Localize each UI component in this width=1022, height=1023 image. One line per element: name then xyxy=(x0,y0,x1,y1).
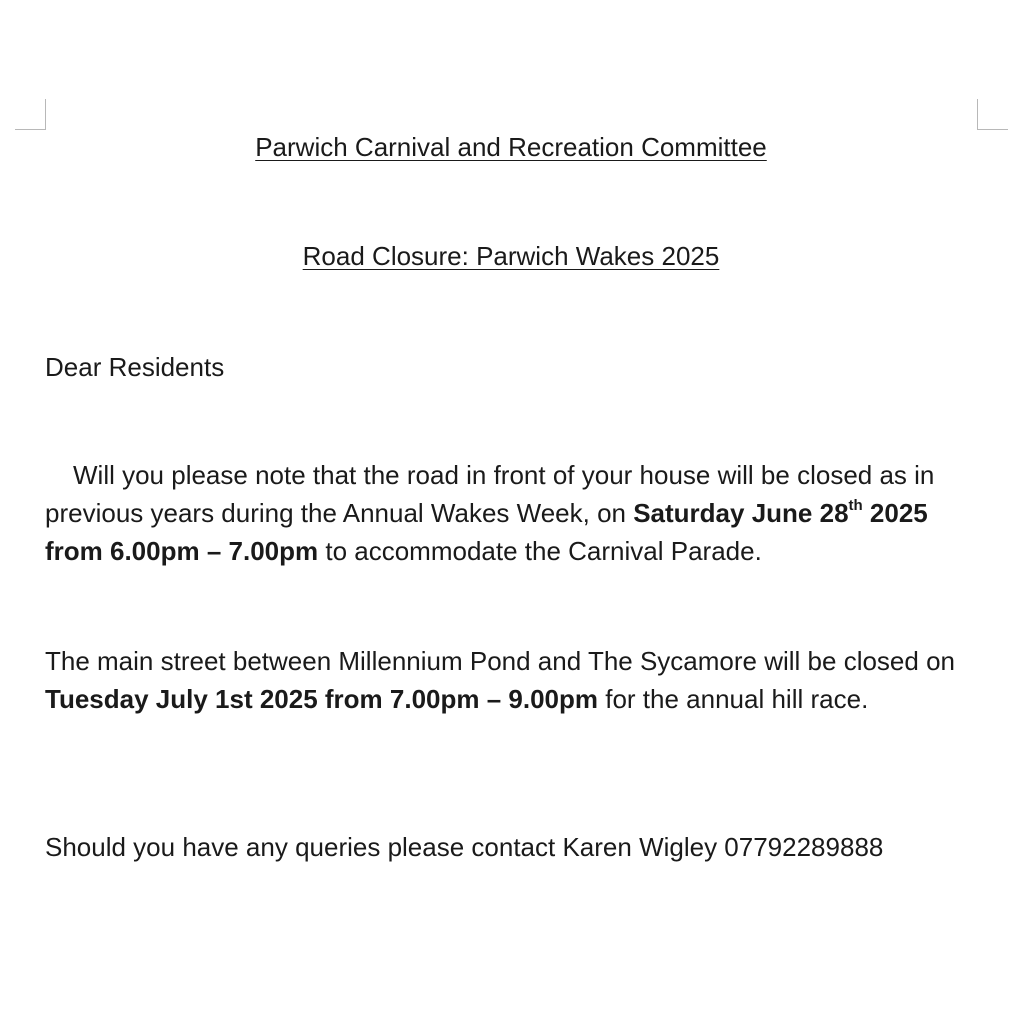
paragraph-2-text-a: The main street between Millennium Pond and The Sycamore will be closed on xyxy=(45,646,955,676)
paragraph-1-text-b: to accommodate the Carnival Parade. xyxy=(318,536,762,566)
paragraph-tuesday-closure xyxy=(45,642,985,718)
committee-heading: Parwich Carnival and Recreation Committee xyxy=(255,132,767,162)
greeting: Dear Residents xyxy=(45,352,225,382)
subject-heading: Road Closure: Parwich Wakes 2025 xyxy=(302,241,720,271)
paragraph-1-text-a: Will you please note that the road in front of your house will be closed as in previous years during the Annual Wakes Week, on xyxy=(45,460,935,528)
paragraph-2-text-b: for the annual hill race. xyxy=(598,684,869,714)
paragraph-1-bold-a: Saturday June 28 xyxy=(633,498,849,528)
page-corner-mark-left xyxy=(15,99,46,130)
paragraph-2-bold: Tuesday July 1st 2025 from 7.00pm – 9.00pm xyxy=(45,684,599,714)
page-corner-mark-right xyxy=(977,99,1008,130)
paragraph-1-bold-b: 2025 from 6.00pm – 7.00pm xyxy=(45,498,928,566)
paragraph-1-ordinal-suffix: th xyxy=(848,497,863,514)
paragraph-saturday-closure xyxy=(45,456,985,570)
paragraph-contact: Should you have any queries please contact Karen Wigley 07792289888 xyxy=(45,832,884,862)
